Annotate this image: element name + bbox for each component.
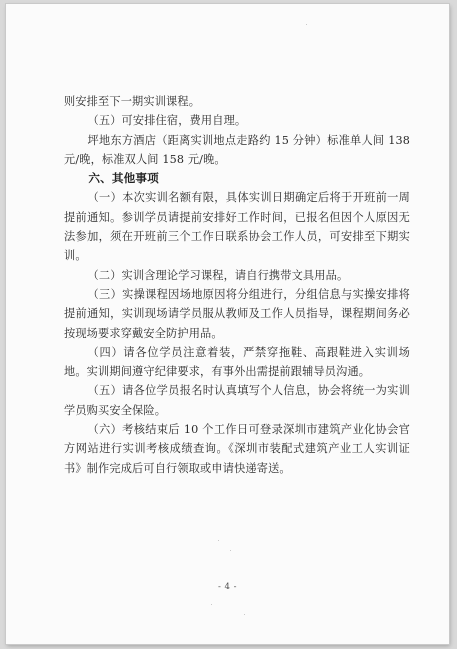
paragraph-hotel: 坪地东方酒店（距离实训地点走路约 15 分钟）标准单人间 138 元/晚，标准双人间 158 元/晚。 — [64, 133, 410, 166]
document-page — [6, 4, 449, 644]
paragraph-item-6: （六）考核结束后 10 个工作日可登录深圳市建筑产业化协会官方网站进行实训考核成绩查询。《深圳市装配式建筑产业工人实训证书》制作完成后可自行领取或申请快递寄送。 — [64, 423, 410, 475]
scan-speck — [306, 24, 307, 25]
paragraph-item-4: （四）请各位学员注意着装，严禁穿拖鞋、高跟鞋进入实训场地。实训期间遵守纪律要求，有事外出需提前跟辅导员沟通。 — [64, 345, 410, 379]
scan-speck — [244, 614, 245, 615]
scan-speck — [230, 550, 231, 551]
paragraph-item-5: （五）请各位学员报名时认真填写个人信息，协会将统一为实训学员购买安全保险。 — [64, 384, 410, 417]
paragraph-item-2: （二）实训含理论学习课程，请自行携带文具用品。 — [87, 268, 349, 282]
scan-speck — [218, 540, 219, 541]
page-number: - 4 - — [217, 582, 238, 592]
paragraph-continuation: 则安排至下一期实训课程。 — [64, 95, 201, 108]
document-body — [64, 92, 410, 478]
section-heading: 六、其他事项 — [88, 171, 159, 186]
paragraph-item-1: （一）本次实训名额有限，具体实训日期确定后将于开班前一周提前通知。参训学员请提前安排好工作时间，已报名但因个人原因无法参加，须在开班前三个工作日联系协会工作人员，可安排至下期实训。 — [64, 191, 410, 263]
scan-speck — [211, 604, 212, 605]
paragraph-item-3: （三）实操课程因场地原因将分组进行，分组信息与实操安排将提前通知，实训现场请学员服从教师及工作人员指导，课程期间务必按现场要求穿戴安全防护用品。 — [64, 287, 410, 340]
paragraph-accommodation: （五）可安排住宿，费用自理。 — [87, 114, 247, 128]
